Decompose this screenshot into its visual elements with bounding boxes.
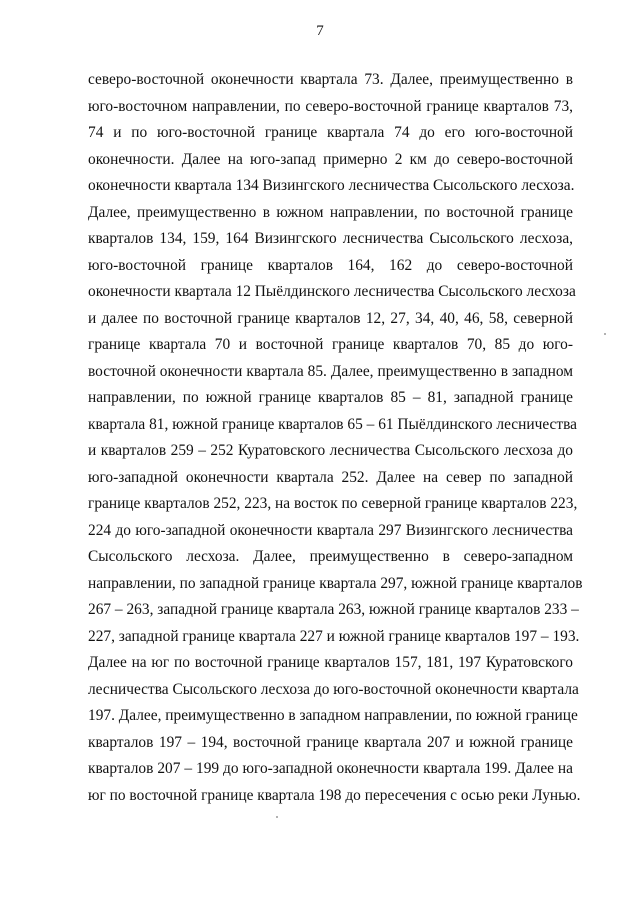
text-line: квартала 81, южной границе кварталов 65 – 61 Пыёлдинского лесничества — [88, 415, 578, 433]
document-body — [88, 67, 583, 809]
text-line: юго-восточном направлении, по северо-восточной границе кварталов 73, — [88, 97, 573, 115]
text-line: северо-восточной оконечности квартала 73. Далее, преимущественно в — [88, 71, 573, 88]
text-line: кварталов 134, 159, 164 Визингского лесничества Сысольского лесхоза, — [88, 230, 573, 247]
scan-speck — [276, 816, 278, 818]
text-line: оконечности квартала 12 Пыёлдинского лесничества Сысольского лесхоза — [88, 283, 576, 300]
text-line: юго-восточной границе кварталов 164, 162 до северо-восточной — [88, 256, 573, 274]
text-line: лесничества Сысольского лесхоза до юго-восточной оконечности квартала — [88, 680, 579, 698]
text-line: и кварталов 259 – 252 Куратовского лесничества Сысольского лесхоза до — [88, 442, 573, 459]
text-line: 197. Далее, преимущественно в западном направлении, по южной границе — [88, 707, 578, 724]
text-line: кварталов 207 – 199 до юго-западной оконечности квартала 199. Далее на — [88, 760, 573, 777]
page-number: 7 — [316, 23, 324, 39]
text-line: границе квартала 70 и восточной границе кварталов 70, 85 до юго- — [88, 336, 573, 353]
text-line: Далее на юг по восточной границе кварталов 157, 181, 197 Куратовского — [88, 654, 573, 671]
text-line: Сысольского лесхоза. Далее, преимущественно в северо-западном — [88, 548, 573, 565]
text-line: кварталов 197 – 194, восточной границе квартала 207 и южной границе — [88, 733, 573, 751]
text-line: восточной оконечности квартала 85. Далее, преимущественно в западном — [88, 362, 573, 380]
text-line: границе кварталов 252, 223, на восток по северной границе кварталов 223, — [88, 495, 578, 512]
text-line: Далее, преимущественно в южном направлении, по восточной границе — [88, 203, 573, 221]
text-line: направлении, по западной границе квартала 297, южной границе кварталов — [88, 574, 583, 592]
text-line: юг по восточной границе квартала 198 до пересечения с осью реки Лунью. — [88, 786, 581, 804]
text-line: 227, западной границе квартала 227 и южной границе кварталов 197 – 193. — [88, 627, 580, 645]
text-line: 74 и по юго-восточной границе квартала 74 до его юго-восточной — [88, 124, 573, 141]
text-line: 224 до юго-западной оконечности квартала 297 Визингского лесничества — [88, 521, 573, 539]
text-line: юго-западной оконечности квартала 252. Далее на север по западной — [88, 468, 573, 486]
text-line: и далее по восточной границе кварталов 12, 27, 34, 40, 46, 58, северной — [88, 309, 573, 327]
text-line: оконечности. Далее на юго-запад примерно 2 км до северо-восточной — [88, 150, 573, 168]
scan-speck — [604, 333, 606, 335]
text-line: 267 – 263, западной границе квартала 263, южной границе кварталов 233 – — [88, 601, 579, 618]
text-line: направлении, по южной границе кварталов 85 – 81, западной границе — [88, 389, 573, 406]
text-line: оконечности квартала 134 Визингского лесничества Сысольского лесхоза. — [88, 177, 575, 194]
